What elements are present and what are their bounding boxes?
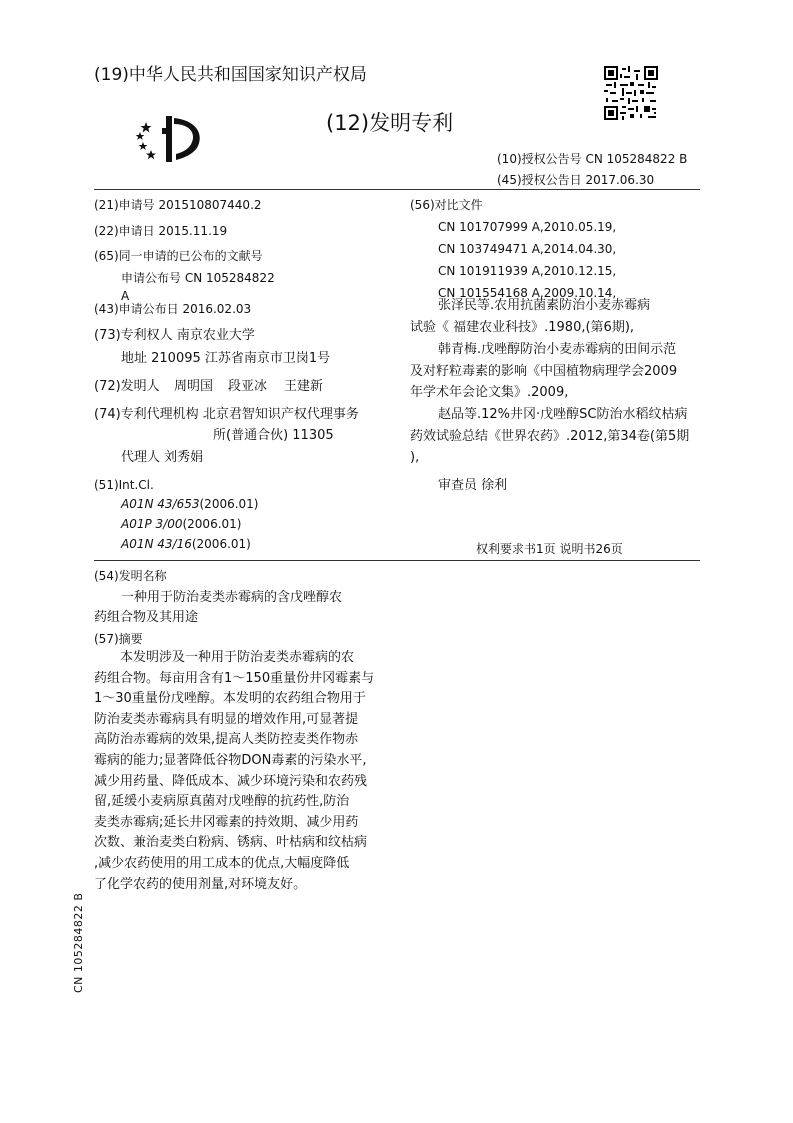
page-counts: 权利要求书1页 说明书26页 [476, 542, 623, 556]
abstract-line: 本发明涉及一种用于防治麦类赤霉病的农 [120, 650, 355, 665]
intcl-version: (2006.01) [182, 517, 242, 531]
abstract-line: 霉病的能力;显著降低谷物DON毒素的污染水平, [94, 752, 367, 768]
application-date: (22)申请日 2015.11.19 [94, 224, 228, 238]
office-name: (19)中华人民共和国国家知识产权局 [94, 65, 367, 85]
side-publication-number: CN 105284822 B [72, 892, 85, 993]
intcl-code: A01P 3/00 [121, 517, 183, 531]
intcl-code: A01N 43/16 [121, 537, 192, 551]
invention-title-line: 一种用于防治麦类赤霉病的含戊唑醇农 [121, 590, 343, 605]
cnipa-logo-icon [132, 110, 208, 168]
abstract-line: 高防治赤霉病的效果,提高人类防控麦类作物赤 [94, 732, 359, 748]
abstract-line: 麦类赤霉病;延长井冈霉素的持效期、减少用药 [94, 814, 359, 830]
inventor-name: 王建新 [284, 379, 324, 394]
citation-line: ), [410, 450, 420, 465]
reference-item: CN 101911939 A,2010.12.15, [438, 264, 617, 278]
grant-publication-date: (45)授权公告日 2017.06.30 [497, 173, 655, 187]
invention-title-line: 药组合物及其用途 [94, 610, 199, 625]
intcl-entry [121, 495, 259, 513]
qr-code [604, 66, 658, 120]
abstract-line: 次数、兼治麦类白粉病、锈病、叶枯病和纹枯病 [94, 835, 368, 851]
application-number: (21)申请号 201510807440.2 [94, 198, 262, 212]
abstract-line: 防治麦类赤霉病具有明显的增效作用,可显著提 [94, 711, 359, 727]
grant-publication-number: (10)授权公告号 CN 105284822 B [497, 152, 688, 166]
agency-line-1: (74)专利代理机构 北京君智知识产权代理事务 [94, 407, 359, 422]
abstract-line: 1～30重量份戊唑醇。本发明的农药组合物用于 [94, 691, 366, 707]
abstract-line: 留,延缓小麦病原真菌对戊唑醇的抗药性,防治 [94, 794, 350, 810]
abstract-line: 药组合物。每亩用含有1～150重量份井冈霉素与 [94, 670, 375, 686]
abstract-line: ,减少农药使用的用工成本的优点,大幅度降低 [94, 855, 350, 871]
section-divider [94, 560, 700, 561]
citation-line: 韩青梅.戊唑醇防治小麦赤霉病的田间示范 [438, 342, 677, 357]
document-type: (12)发明专利 [326, 111, 454, 135]
abstract-line: 了化学农药的使用剂量,对环境友好。 [94, 876, 307, 892]
inventors-label: (72)发明人 [94, 379, 160, 394]
prior-publication-suffix: A [121, 289, 130, 303]
intcl-label: (51)Int.Cl. [94, 478, 154, 492]
abstract-line: 减少用药量、降低成本、减少环境污染和农药残 [94, 773, 368, 789]
intcl-entry [121, 535, 251, 553]
reference-item: CN 101707999 A,2010.05.19, [438, 220, 617, 234]
prior-publication-label: (65)同一申请的已公布的文献号 [94, 249, 263, 263]
patentee: (73)专利权人 南京农业大学 [94, 328, 255, 343]
citation-line: 药效试验总结《世界农药》.2012,第34卷(第5期 [410, 429, 690, 444]
reference-item: CN 103749471 A,2014.04.30, [438, 242, 617, 256]
abstract-body [94, 648, 394, 895]
patentee-address: 地址 210095 江苏省南京市卫岗1号 [121, 351, 331, 366]
intcl-entry [121, 515, 241, 533]
invention-title-label: (54)发明名称 [94, 569, 167, 583]
examiner: 审查员 徐利 [438, 478, 508, 493]
agency-line-2: 所(普通合伙) 11305 [213, 428, 334, 443]
header-divider [94, 189, 700, 190]
publication-date: (43)申请公布日 2016.02.03 [94, 302, 252, 316]
inventor-name: 段亚冰 [228, 379, 268, 394]
citation-line: 及对籽粒毒素的影响《中国植物病理学会2009 [410, 364, 678, 379]
intcl-version: (2006.01) [199, 497, 259, 511]
reference-item: CN 101554168 A,2009.10.14, [438, 286, 617, 300]
citation-line: 赵品等.12%井冈·戊唑醇SC防治水稻纹枯病 [438, 407, 688, 422]
inventor-name: 周明国 [174, 379, 214, 394]
abstract-label: (57)摘要 [94, 632, 143, 646]
prior-publication-number: 申请公布号 CN 105284822 [121, 271, 275, 285]
citation-line: 试验《 福建农业科技》.1980,(第6期), [410, 320, 635, 335]
intcl-version: (2006.01) [191, 537, 251, 551]
intcl-code: A01N 43/653 [121, 497, 200, 511]
agent: 代理人 刘秀娟 [121, 450, 204, 465]
citation-line: 张泽民等.农用抗菌素防治小麦赤霉病 [438, 298, 651, 313]
citation-line: 年学术年会论文集》.2009, [410, 385, 569, 400]
references-label: (56)对比文件 [410, 198, 483, 212]
